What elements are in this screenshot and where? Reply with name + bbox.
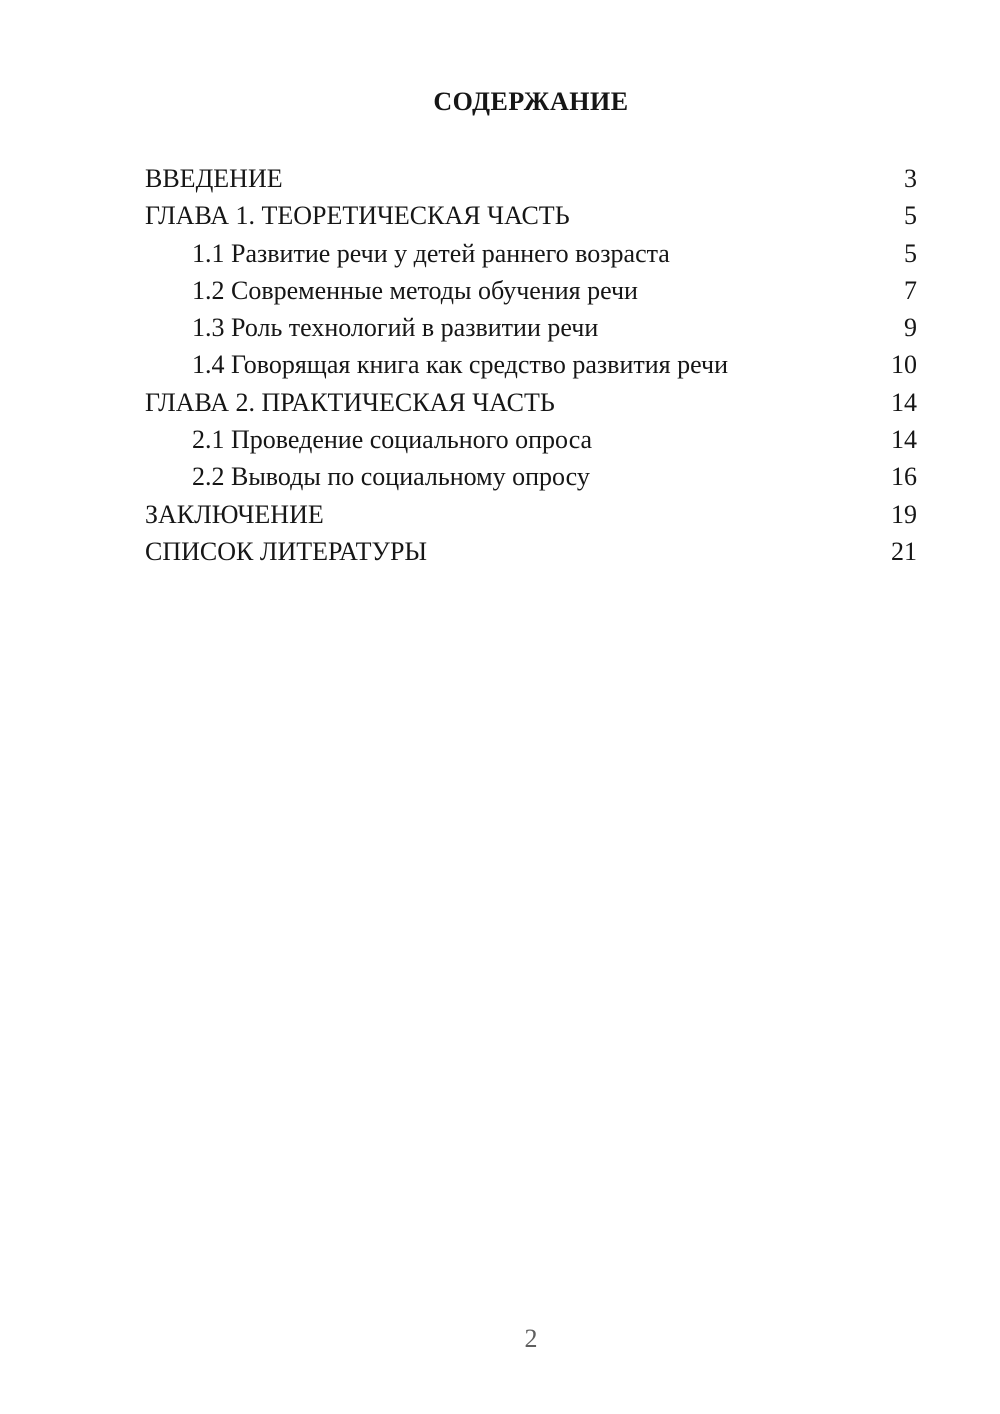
toc-item-page-number: 7 xyxy=(904,275,917,305)
footer-page-number: 2 xyxy=(524,1324,538,1353)
document-content xyxy=(145,84,917,570)
toc-item xyxy=(145,272,917,309)
toc-item xyxy=(145,496,917,533)
toc-item xyxy=(145,421,917,458)
toc-item-page-number: 10 xyxy=(891,350,917,380)
page-title: СОДЕРЖАНИЕ xyxy=(433,87,629,116)
toc-item-page-number: 5 xyxy=(904,238,917,268)
table-of-contents xyxy=(145,160,917,570)
toc-item-page-number: 16 xyxy=(891,462,917,492)
toc-item-page-number: 3 xyxy=(904,164,917,193)
toc-item-label: ВВЕДЕНИЕ xyxy=(145,164,283,193)
toc-item-label: 1.4 Говорящая книга как средство развития речи xyxy=(192,350,728,380)
toc-item-page-number: 5 xyxy=(904,201,917,231)
toc-item-page-number: 14 xyxy=(891,387,917,417)
toc-item xyxy=(145,197,917,234)
toc-item-label: 1.1 Развитие речи у детей раннего возраста xyxy=(192,238,670,268)
toc-item xyxy=(145,235,917,272)
toc-item-label: 1.2 Современные методы обучения речи xyxy=(192,275,638,305)
toc-item-label: 2.1 Проведение социального опроса xyxy=(192,425,593,455)
toc-item-page-number: 21 xyxy=(891,536,917,566)
toc-item xyxy=(145,533,917,570)
toc-item xyxy=(145,346,917,383)
toc-item-page-number: 9 xyxy=(904,313,917,343)
toc-item-label: 2.2 Выводы по социальному опросу xyxy=(192,462,590,492)
toc-item-page-number: 14 xyxy=(891,425,917,455)
toc-item-label: ЗАКЛЮЧЕНИЕ xyxy=(145,499,324,529)
toc-item xyxy=(145,458,917,495)
toc-item-label: 1.3 Роль технологий в развитии речи xyxy=(192,313,599,343)
toc-item-label: ГЛАВА 2. ПРАКТИЧЕСКАЯ ЧАСТЬ xyxy=(145,387,555,417)
toc-item xyxy=(145,160,917,197)
toc-item-label: СПИСОК ЛИТЕРАТУРЫ xyxy=(145,536,428,566)
toc-item-page-number: 19 xyxy=(891,499,917,529)
toc-item xyxy=(145,384,917,421)
toc-item xyxy=(145,309,917,346)
toc-item-label: ГЛАВА 1. ТЕОРЕТИЧЕСКАЯ ЧАСТЬ xyxy=(145,201,570,231)
